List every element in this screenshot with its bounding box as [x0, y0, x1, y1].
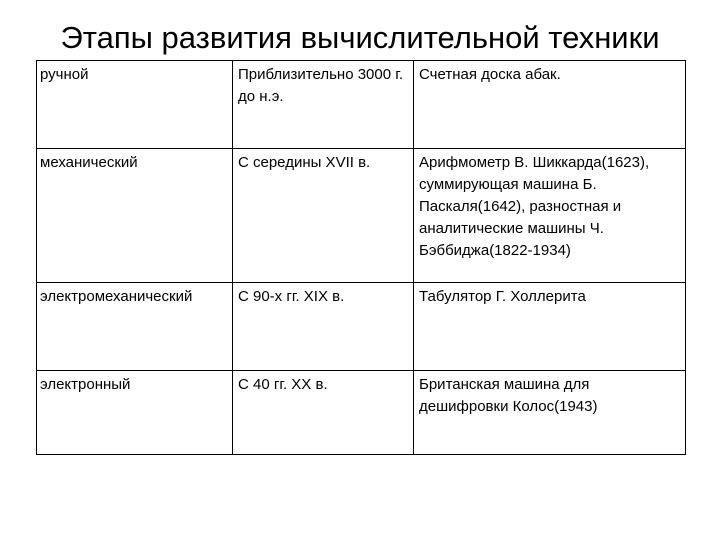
example-cell: Табулятор Г. Холлерита	[414, 283, 686, 371]
table-row	[37, 371, 686, 455]
period-cell: С 40 гг. XX в.	[233, 371, 414, 455]
page-title: Этапы развития вычислительной техники	[60, 20, 660, 55]
example-cell: Счетная доска абак.	[414, 61, 686, 149]
stage-cell: электромеханический	[37, 283, 233, 371]
period-cell: Приблизительно 3000 г. до н.э.	[233, 61, 414, 149]
table-row	[37, 61, 686, 149]
stage-cell: ручной	[37, 61, 233, 149]
table-row	[37, 283, 686, 371]
stage-cell: электронный	[37, 371, 233, 455]
example-cell: Арифмометр В. Шиккарда(1623), суммирующая машина Б. Паскаля(1642), разностная и аналитические машины Ч. Бэббиджа(1822-1934)	[414, 149, 686, 283]
example-cell: Британская машина для дешифровки Колос(1943)	[414, 371, 686, 455]
period-cell: С середины XVII в.	[233, 149, 414, 283]
period-cell: С 90-х гг. XIX в.	[233, 283, 414, 371]
stage-cell: механический	[37, 149, 233, 283]
table-row	[37, 149, 686, 283]
stages-table	[36, 60, 686, 455]
